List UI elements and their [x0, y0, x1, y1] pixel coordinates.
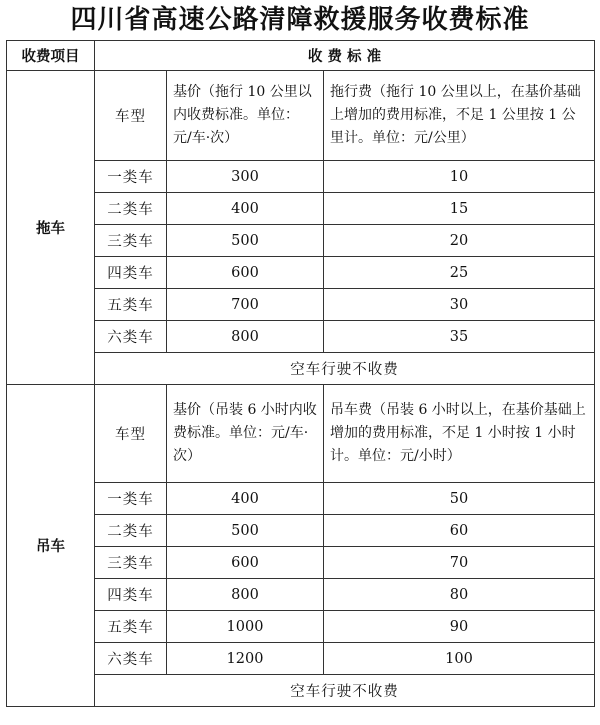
table-row	[7, 321, 595, 353]
vehicle-type: 一类车	[95, 161, 167, 193]
vehicle-type: 三类车	[95, 225, 167, 257]
fee-table	[6, 40, 595, 707]
table-row	[7, 579, 595, 611]
extra-fee: 50	[324, 483, 595, 515]
vehicle-type: 一类车	[95, 483, 167, 515]
empty-vehicle-note: 空车行驶不收费	[95, 353, 595, 385]
vehicle-type: 四类车	[95, 257, 167, 289]
base-price: 600	[167, 257, 324, 289]
extra-fee: 35	[324, 321, 595, 353]
table-row	[7, 643, 595, 675]
extra-fee: 90	[324, 611, 595, 643]
vehicle-type: 二类车	[95, 193, 167, 225]
category-tow: 拖车	[7, 71, 95, 385]
vehicle-type: 三类车	[95, 547, 167, 579]
vehicle-type: 二类车	[95, 515, 167, 547]
note-row	[7, 353, 595, 385]
base-desc: 基价（拖行 10 公里以内收费标准。单位：元/车·次）	[167, 71, 324, 161]
table-row	[7, 483, 595, 515]
page-title: 四川省高速公路清障救援服务收费标准	[70, 5, 530, 35]
base-price: 600	[167, 547, 324, 579]
empty-vehicle-note: 空车行驶不收费	[95, 675, 595, 707]
base-price: 1200	[167, 643, 324, 675]
table-header-row	[7, 41, 595, 71]
base-price: 400	[167, 193, 324, 225]
vehicle-type: 六类车	[95, 643, 167, 675]
base-price: 500	[167, 225, 324, 257]
base-price: 800	[167, 321, 324, 353]
extra-fee: 100	[324, 643, 595, 675]
vehicle-type: 五类车	[95, 611, 167, 643]
table-row	[7, 515, 595, 547]
vehicle-type: 四类车	[95, 579, 167, 611]
vehicle-type: 六类车	[95, 321, 167, 353]
base-price: 800	[167, 579, 324, 611]
base-price: 400	[167, 483, 324, 515]
header-item: 收费项目	[7, 41, 95, 71]
extra-fee: 70	[324, 547, 595, 579]
table-row	[7, 611, 595, 643]
base-price: 500	[167, 515, 324, 547]
table-row	[7, 289, 595, 321]
base-price: 1000	[167, 611, 324, 643]
base-desc: 基价（吊装 6 小时内收费标准。单位：元/车·次）	[167, 385, 324, 483]
extra-fee: 15	[324, 193, 595, 225]
extra-fee: 30	[324, 289, 595, 321]
table-row	[7, 193, 595, 225]
extra-desc: 拖行费（拖行 10 公里以上，在基价基础上增加的费用标准，不足 1 公里按 1 公里计。单位：元/公里）	[324, 71, 595, 161]
extra-fee: 25	[324, 257, 595, 289]
extra-fee: 20	[324, 225, 595, 257]
extra-fee: 60	[324, 515, 595, 547]
note-row	[7, 675, 595, 707]
vehicle-type-label: 车型	[95, 71, 167, 161]
table-row	[7, 547, 595, 579]
extra-fee: 80	[324, 579, 595, 611]
category-crane: 吊车	[7, 385, 95, 707]
base-price: 300	[167, 161, 324, 193]
vehicle-type-label: 车型	[95, 385, 167, 483]
table-row	[7, 257, 595, 289]
vehicle-type: 五类车	[95, 289, 167, 321]
extra-desc: 吊车费（吊装 6 小时以上，在基价基础上增加的费用标准，不足 1 小时按 1 小时计。单位：元/小时）	[324, 385, 595, 483]
base-price: 700	[167, 289, 324, 321]
section-desc-row	[7, 385, 595, 483]
table-row	[7, 161, 595, 193]
table-row	[7, 225, 595, 257]
section-desc-row	[7, 71, 595, 161]
extra-fee: 10	[324, 161, 595, 193]
header-standard: 收 费 标 准	[95, 41, 595, 71]
